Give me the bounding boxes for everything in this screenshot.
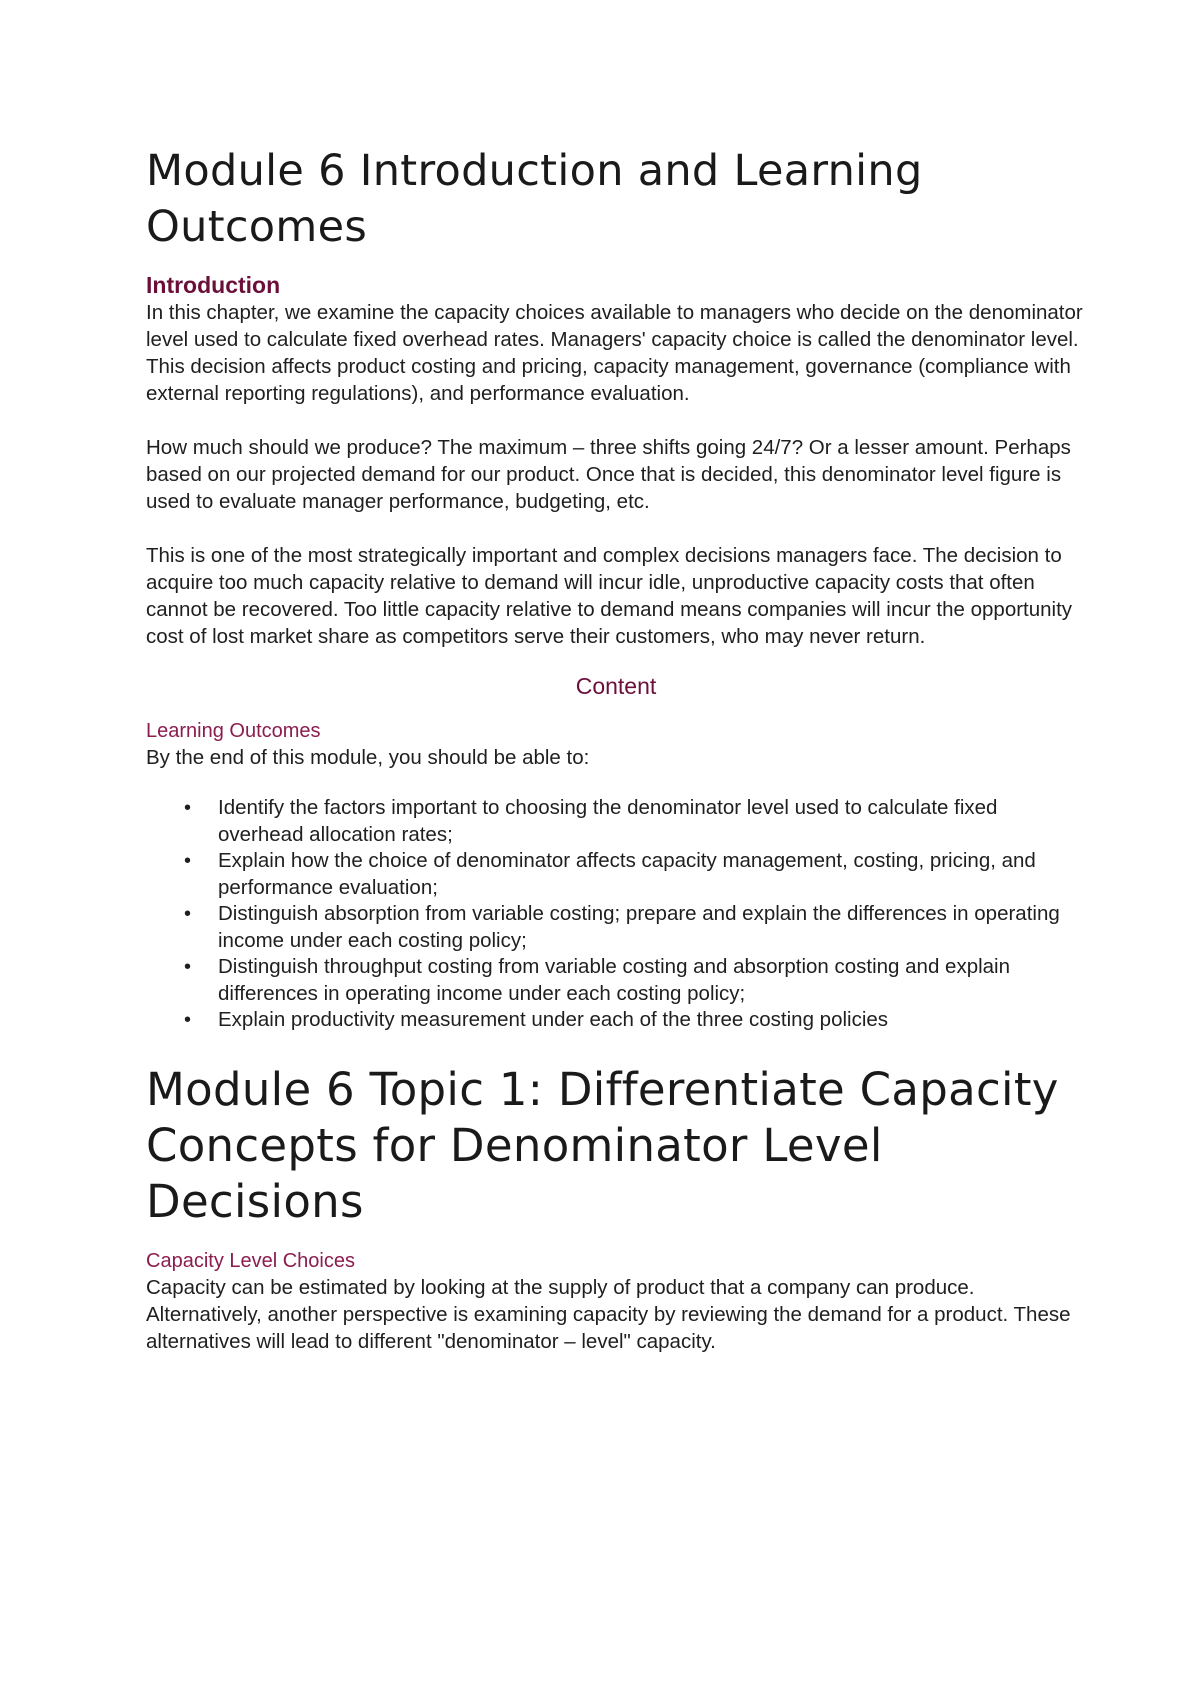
list-item	[146, 795, 1086, 848]
intro-paragraph-2: How much should we produce? The maximum – three shifts going 24/7? Or a lesser amount. Perhaps based on our projected demand for our product. Once that is decided, this denominator level figure is used to evaluate manager performance, budgeting, etc.	[146, 436, 1071, 513]
bullet-icon: •	[184, 956, 192, 978]
learning-outcomes-heading: Learning Outcomes	[146, 720, 321, 742]
list-item-text: Explain productivity measurement under each of the three costing policies	[218, 1008, 889, 1031]
learning-outcomes-list	[146, 795, 1086, 1034]
paragraph-spacer	[146, 515, 1086, 542]
content-heading: Content	[575, 673, 657, 699]
list-item	[146, 1007, 1086, 1034]
intro-paragraph-3: This is one of the most strategically important and complex decisions managers face. The decision to acquire too much capacity relative to demand will incur idle, unproductive capacity costs that often cannot be recovered. Too little capacity relative to demand means companies will incur the opportunity cost of lost market share as competitors serve their customers, who may never return.	[146, 544, 1073, 648]
bullet-icon: •	[184, 1009, 192, 1031]
list-item-text: Distinguish absorption from variable costing; prepare and explain the differences in operating income under each costing policy;	[218, 902, 1060, 952]
list-item	[146, 901, 1086, 954]
bullet-icon: •	[184, 797, 192, 819]
paragraph-spacer	[146, 407, 1086, 434]
module-title: Module 6 Introduction and Learning Outcomes	[146, 146, 923, 252]
list-item-text: Distinguish throughput costing from variable costing and absorption costing and explain differences in operating income under each costing policy;	[218, 955, 1011, 1005]
topic-title: Module 6 Topic 1: Differentiate Capacity Concepts for Denominator Level Decisions	[146, 1062, 1059, 1228]
list-item-text: Identify the factors important to choosing the denominator level used to calculate fixed overhead allocation rates;	[218, 796, 998, 846]
document-body	[146, 143, 1086, 1355]
introduction-heading: Introduction	[146, 272, 281, 298]
capacity-level-choices-heading: Capacity Level Choices	[146, 1249, 355, 1272]
list-item	[146, 954, 1086, 1007]
intro-paragraph-1: In this chapter, we examine the capacity choices available to managers who decide on the denominator level used to calculate fixed overhead rates. Managers' capacity choice is called the denominator level. This decision affects product costing and pricing, capacity management, governance (compliance with external reporting regulations), and performance evaluation.	[146, 301, 1083, 405]
list-item-text: Explain how the choice of denominator affects capacity management, costing, pricing, and performance evaluation;	[218, 849, 1036, 899]
bullet-icon: •	[184, 903, 192, 925]
bullet-icon: •	[184, 850, 192, 872]
list-item	[146, 848, 1086, 901]
learning-outcomes-lead: By the end of this module, you should be able to:	[146, 746, 590, 769]
topic-paragraph: Capacity can be estimated by looking at the supply of product that a company can produce. Alternatively, another perspective is examining capacity by reviewing the demand for a product. These alternatives will lead to different "denominator – level" capacity.	[146, 1275, 1071, 1353]
